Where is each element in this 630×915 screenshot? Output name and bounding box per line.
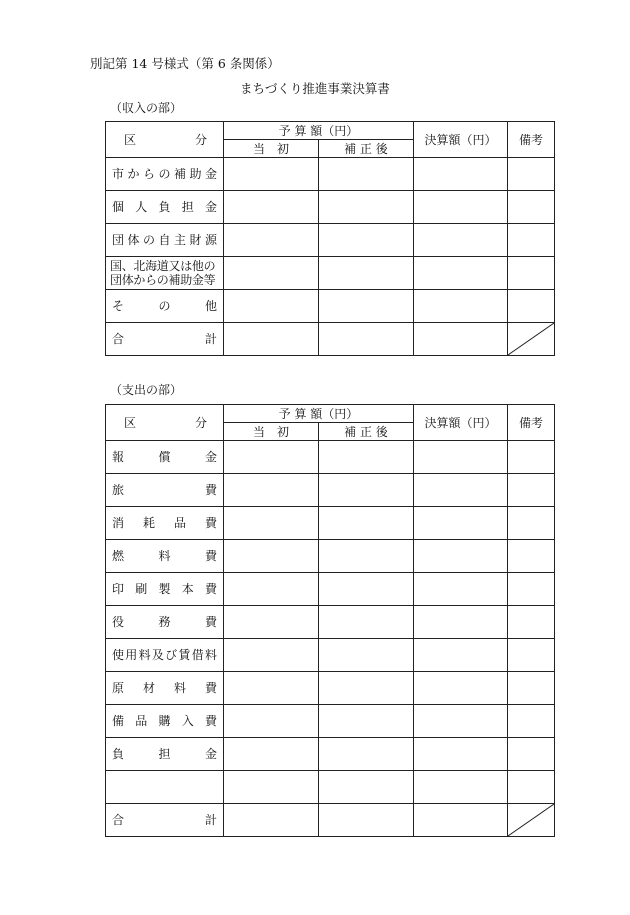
form-number: 別記第 14 号様式（第 6 条関係） [90, 56, 280, 71]
expense-remarks-cell[interactable] [508, 672, 555, 705]
expense-row [106, 771, 555, 804]
expense-initial-amount-cell[interactable] [224, 507, 319, 540]
income-category-label: 市からの補助金 [106, 158, 224, 191]
expense-initial-amount-cell[interactable] [224, 474, 319, 507]
income-settlement-amount-cell[interactable] [414, 257, 508, 290]
expense-category-label: 消耗品費 [106, 507, 224, 540]
income-settlement-amount-cell[interactable] [414, 323, 508, 356]
income-settlement-amount-cell[interactable] [414, 224, 508, 257]
expense-row [106, 573, 555, 606]
income-row [106, 290, 555, 323]
header-remarks: 備考 [508, 122, 555, 158]
expense-revised-amount-cell[interactable] [319, 606, 414, 639]
expense-remarks-cell[interactable] [508, 540, 555, 573]
income-row [106, 323, 555, 356]
expense-settlement-amount-cell[interactable] [414, 738, 508, 771]
expense-category-label: 旅費 [106, 474, 224, 507]
expense-row [106, 507, 555, 540]
income-settlement-amount-cell[interactable] [414, 290, 508, 323]
expense-remarks-cell[interactable] [508, 606, 555, 639]
expense-remarks-cell[interactable] [508, 474, 555, 507]
header-category: 区 分 [106, 405, 224, 441]
expense-remarks-cell[interactable] [508, 639, 555, 672]
income-category-label: 合計 [106, 323, 224, 356]
header-revised: 補 正 後 [319, 140, 414, 158]
expense-revised-amount-cell[interactable] [319, 705, 414, 738]
income-category-label: その他 [106, 290, 224, 323]
expense-initial-amount-cell[interactable] [224, 672, 319, 705]
expense-remarks-cell [508, 804, 555, 837]
expense-category-label: 原材料費 [106, 672, 224, 705]
header-budget: 予 算 額（円） [224, 122, 414, 140]
expense-category-label: 備品購入費 [106, 705, 224, 738]
expense-category-label: 役務費 [106, 606, 224, 639]
expense-row [106, 441, 555, 474]
expense-remarks-cell[interactable] [508, 573, 555, 606]
income-row [106, 191, 555, 224]
expense-revised-amount-cell[interactable] [319, 639, 414, 672]
expense-settlement-amount-cell[interactable] [414, 441, 508, 474]
expense-revised-amount-cell[interactable] [319, 441, 414, 474]
header-budget: 予 算 額（円） [224, 405, 414, 423]
income-revised-amount-cell[interactable] [319, 158, 414, 191]
income-revised-amount-cell[interactable] [319, 323, 414, 356]
expense-row [106, 705, 555, 738]
expense-initial-amount-cell[interactable] [224, 705, 319, 738]
income-remarks-cell[interactable] [508, 158, 555, 191]
income-remarks-cell[interactable] [508, 257, 555, 290]
header-initial: 当 初 [224, 140, 319, 158]
income-section-label: （収入の部） [110, 101, 183, 115]
expense-category-label [106, 771, 224, 804]
expense-row [106, 474, 555, 507]
expense-revised-amount-cell[interactable] [319, 804, 414, 837]
income-remarks-cell[interactable] [508, 224, 555, 257]
expense-settlement-amount-cell[interactable] [414, 540, 508, 573]
income-row [106, 224, 555, 257]
income-settlement-amount-cell[interactable] [414, 191, 508, 224]
expense-row [106, 804, 555, 837]
expense-category-label: 燃料費 [106, 540, 224, 573]
income-category-label: 団体の自主財源 [106, 224, 224, 257]
expense-row [106, 540, 555, 573]
expense-remarks-cell[interactable] [508, 507, 555, 540]
expense-settlement-amount-cell[interactable] [414, 507, 508, 540]
income-initial-amount-cell[interactable] [224, 224, 319, 257]
expense-row [106, 639, 555, 672]
expense-table [105, 404, 555, 837]
expense-initial-amount-cell[interactable] [224, 804, 319, 837]
expense-revised-amount-cell[interactable] [319, 672, 414, 705]
expense-initial-amount-cell[interactable] [224, 771, 319, 804]
expense-revised-amount-cell[interactable] [319, 540, 414, 573]
expense-settlement-amount-cell[interactable] [414, 573, 508, 606]
income-settlement-amount-cell[interactable] [414, 158, 508, 191]
expense-settlement-amount-cell[interactable] [414, 705, 508, 738]
expense-category-label: 負担金 [106, 738, 224, 771]
expense-category-label: 報償金 [106, 441, 224, 474]
expense-row [106, 606, 555, 639]
expense-section-label: （支出の部） [110, 383, 183, 397]
expense-category-label: 使用料及び賃借料 [106, 639, 224, 672]
income-initial-amount-cell[interactable] [224, 323, 319, 356]
header-category: 区 分 [106, 122, 224, 158]
expense-settlement-amount-cell[interactable] [414, 639, 508, 672]
expense-revised-amount-cell[interactable] [319, 771, 414, 804]
expense-settlement-amount-cell[interactable] [414, 474, 508, 507]
income-initial-amount-cell[interactable] [224, 290, 319, 323]
header-settlement: 決算額（円） [414, 405, 508, 441]
document-title: まちづくり推進事業決算書 [240, 81, 390, 96]
expense-remarks-cell[interactable] [508, 705, 555, 738]
income-row [106, 158, 555, 191]
expense-revised-amount-cell[interactable] [319, 474, 414, 507]
expense-initial-amount-cell[interactable] [224, 639, 319, 672]
expense-initial-amount-cell[interactable] [224, 606, 319, 639]
expense-category-label: 合計 [106, 804, 224, 837]
income-revised-amount-cell[interactable] [319, 257, 414, 290]
income-initial-amount-cell[interactable] [224, 191, 319, 224]
expense-settlement-amount-cell[interactable] [414, 771, 508, 804]
income-remarks-cell[interactable] [508, 290, 555, 323]
expense-settlement-amount-cell[interactable] [414, 672, 508, 705]
expense-initial-amount-cell[interactable] [224, 441, 319, 474]
expense-remarks-cell[interactable] [508, 738, 555, 771]
header-revised: 補 正 後 [319, 423, 414, 441]
expense-remarks-cell[interactable] [508, 771, 555, 804]
income-remarks-cell [508, 323, 555, 356]
income-initial-amount-cell[interactable] [224, 158, 319, 191]
expense-initial-amount-cell[interactable] [224, 738, 319, 771]
expense-row [106, 672, 555, 705]
expense-row [106, 738, 555, 771]
income-remarks-cell[interactable] [508, 191, 555, 224]
expense-initial-amount-cell[interactable] [224, 573, 319, 606]
income-initial-amount-cell[interactable] [224, 257, 319, 290]
income-row [106, 257, 555, 290]
expense-category-label: 印刷製本費 [106, 573, 224, 606]
income-category-label: 国、北海道又は他の団体からの補助金等 [106, 257, 224, 290]
expense-revised-amount-cell[interactable] [319, 738, 414, 771]
header-initial: 当 初 [224, 423, 319, 441]
income-revised-amount-cell[interactable] [319, 290, 414, 323]
header-remarks: 備考 [508, 405, 555, 441]
income-revised-amount-cell[interactable] [319, 224, 414, 257]
income-revised-amount-cell[interactable] [319, 191, 414, 224]
income-category-label: 個人負担金 [106, 191, 224, 224]
header-settlement: 決算額（円） [414, 122, 508, 158]
expense-settlement-amount-cell[interactable] [414, 606, 508, 639]
expense-initial-amount-cell[interactable] [224, 540, 319, 573]
expense-remarks-cell[interactable] [508, 441, 555, 474]
income-table [105, 121, 555, 356]
expense-revised-amount-cell[interactable] [319, 507, 414, 540]
expense-settlement-amount-cell[interactable] [414, 804, 508, 837]
expense-revised-amount-cell[interactable] [319, 573, 414, 606]
